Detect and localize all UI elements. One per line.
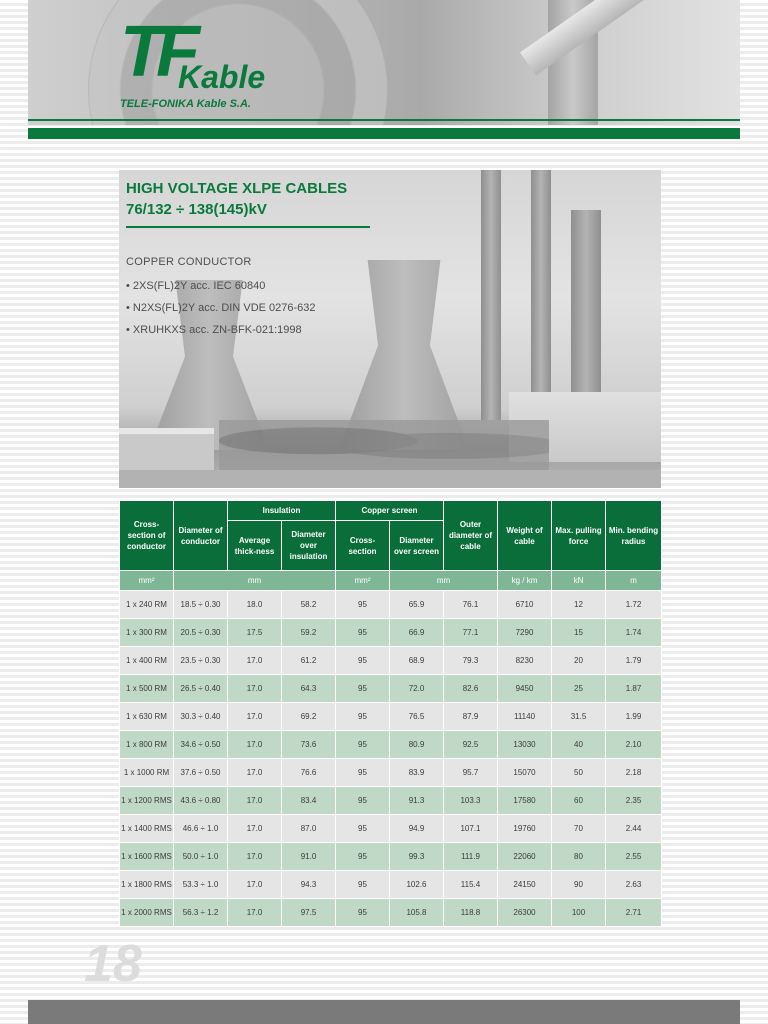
table-cell: 118.8	[444, 899, 498, 927]
table-cell: 95	[336, 899, 390, 927]
table-cell: 6710	[498, 591, 552, 619]
table-cell: 102.6	[390, 871, 444, 899]
table-cell: 7290	[498, 619, 552, 647]
table-row	[120, 703, 662, 731]
table-cell: 1.72	[606, 591, 662, 619]
table-cell: 2.55	[606, 843, 662, 871]
table-cell: 1.87	[606, 675, 662, 703]
table-cell: 72.0	[390, 675, 444, 703]
standard-ref: acc. IEC 60840	[190, 280, 266, 292]
standard-item	[126, 324, 316, 336]
table-cell: 105.8	[390, 899, 444, 927]
page-number: 18	[84, 935, 142, 993]
table-cell: 17.0	[228, 787, 282, 815]
unit-cell: mm	[390, 571, 498, 591]
col-header-pulling-force: Max. pulling force	[552, 501, 606, 571]
cable-description	[126, 256, 316, 346]
table-cell: 92.5	[444, 731, 498, 759]
col-header-outer-diameter: Outer diameter of cable	[444, 501, 498, 571]
table-cell: 68.9	[390, 647, 444, 675]
logo-word: Kable	[178, 59, 266, 95]
table-cell: 95	[336, 815, 390, 843]
table-cell: 13030	[498, 731, 552, 759]
table-cell: 1 x 400 RM	[120, 647, 174, 675]
table-cell: 25	[552, 675, 606, 703]
table-cell: 1 x 500 RM	[120, 675, 174, 703]
conductor-heading: COPPER CONDUCTOR	[126, 256, 252, 268]
table-cell: 1 x 630 RM	[120, 703, 174, 731]
table-cell: 1.79	[606, 647, 662, 675]
table-cell: 95	[336, 675, 390, 703]
table-cell: 17.0	[228, 759, 282, 787]
cable-spec-table	[119, 500, 662, 927]
table-cell: 1 x 1400 RMS	[120, 815, 174, 843]
table-cell: 20.5 ÷ 0.30	[174, 619, 228, 647]
table-cell: 60	[552, 787, 606, 815]
standard-code: • XRUHKXS	[126, 324, 187, 336]
standard-ref: acc. DIN VDE 0276-632	[198, 302, 316, 314]
table-cell: 23.5 ÷ 0.30	[174, 647, 228, 675]
company-name: TELE-FONIKA Kable S.A.	[120, 98, 251, 110]
table-cell: 17.0	[228, 871, 282, 899]
table-cell: 1 x 1800 RMS	[120, 871, 174, 899]
chimney	[481, 170, 501, 420]
title-line-2: 76/132 ÷ 138(145)kV	[126, 201, 267, 218]
table-row	[120, 843, 662, 871]
table-cell: 2.71	[606, 899, 662, 927]
table-cell: 9450	[498, 675, 552, 703]
unit-cell: kg / km	[498, 571, 552, 591]
table-cell: 95	[336, 647, 390, 675]
table-row	[120, 591, 662, 619]
table-cell: 79.3	[444, 647, 498, 675]
footer-bar	[28, 1000, 740, 1024]
table-cell: 107.1	[444, 815, 498, 843]
table-cell: 30.3 ÷ 0.40	[174, 703, 228, 731]
table-cell: 95	[336, 619, 390, 647]
table-cell: 95.7	[444, 759, 498, 787]
spec-table-body	[120, 591, 662, 927]
table-cell: 80.9	[390, 731, 444, 759]
table-cell: 70	[552, 815, 606, 843]
table-cell: 87.9	[444, 703, 498, 731]
table-cell: 64.3	[282, 675, 336, 703]
table-cell: 24150	[498, 871, 552, 899]
table-cell: 53.3 ÷ 1.0	[174, 871, 228, 899]
page-title	[126, 178, 347, 220]
table-row	[120, 871, 662, 899]
table-cell: 26.5 ÷ 0.40	[174, 675, 228, 703]
col-header-weight: Weight of cable	[498, 501, 552, 571]
table-cell: 58.2	[282, 591, 336, 619]
table-row	[120, 647, 662, 675]
table-cell: 59.2	[282, 619, 336, 647]
table-cell: 46.6 ÷ 1.0	[174, 815, 228, 843]
table-cell: 99.3	[390, 843, 444, 871]
table-cell: 31.5	[552, 703, 606, 731]
table-cell: 95	[336, 759, 390, 787]
table-cell: 17.0	[228, 731, 282, 759]
table-cell: 90	[552, 871, 606, 899]
table-cell: 87.0	[282, 815, 336, 843]
table-cell: 83.4	[282, 787, 336, 815]
table-cell: 94.9	[390, 815, 444, 843]
chimney	[571, 210, 601, 400]
unit-cell: mm	[174, 571, 336, 591]
table-cell: 76.6	[282, 759, 336, 787]
col-header-diameter-conductor: Diameter of conductor	[174, 501, 228, 571]
table-cell: 115.4	[444, 871, 498, 899]
company-logo	[120, 12, 280, 111]
table-cell: 76.5	[390, 703, 444, 731]
group-header-copper-screen: Copper screen	[336, 501, 444, 521]
standard-code: • 2XS(FL)2Y	[126, 280, 188, 292]
table-cell: 111.9	[444, 843, 498, 871]
standard-code: • N2XS(FL)2Y	[126, 302, 196, 314]
table-cell: 22060	[498, 843, 552, 871]
group-header-insulation: Insulation	[228, 501, 336, 521]
table-cell: 56.3 ÷ 1.2	[174, 899, 228, 927]
table-cell: 18.5 ÷ 0.30	[174, 591, 228, 619]
table-row	[120, 759, 662, 787]
table-cell: 17.0	[228, 899, 282, 927]
table-cell: 8230	[498, 647, 552, 675]
table-row	[120, 815, 662, 843]
table-cell: 34.6 ÷ 0.50	[174, 731, 228, 759]
standard-item	[126, 302, 316, 314]
table-cell: 1 x 1600 RMS	[120, 843, 174, 871]
table-cell: 83.9	[390, 759, 444, 787]
col-header-bending-radius: Min. bending radius	[606, 501, 662, 571]
table-cell: 15070	[498, 759, 552, 787]
table-cell: 2.18	[606, 759, 662, 787]
table-cell: 94.3	[282, 871, 336, 899]
table-cell: 91.0	[282, 843, 336, 871]
table-cell: 37.6 ÷ 0.50	[174, 759, 228, 787]
table-cell: 61.2	[282, 647, 336, 675]
ground	[119, 470, 661, 488]
table-cell: 2.44	[606, 815, 662, 843]
table-cell: 50	[552, 759, 606, 787]
table-cell: 2.35	[606, 787, 662, 815]
table-row	[120, 899, 662, 927]
table-row	[120, 787, 662, 815]
col-header-cross-section: Cross-section of conductor	[120, 501, 174, 571]
trees	[219, 420, 549, 472]
table-cell: 2.63	[606, 871, 662, 899]
table-cell: 12	[552, 591, 606, 619]
table-cell: 95	[336, 843, 390, 871]
table-row	[120, 731, 662, 759]
col-header-avg-thickness: Average thick-ness	[228, 521, 282, 571]
table-cell: 95	[336, 731, 390, 759]
table-cell: 91.3	[390, 787, 444, 815]
table-cell: 1 x 800 RM	[120, 731, 174, 759]
standard-ref: acc. ZN-BFK-021:1998	[189, 324, 302, 336]
table-cell: 1.99	[606, 703, 662, 731]
table-cell: 26300	[498, 899, 552, 927]
table-cell: 18.0	[228, 591, 282, 619]
header-rule-thin	[28, 119, 740, 121]
unit-cell: mm²	[336, 571, 390, 591]
table-cell: 15	[552, 619, 606, 647]
table-cell: 17.0	[228, 843, 282, 871]
table-cell: 11140	[498, 703, 552, 731]
unit-cell: mm²	[120, 571, 174, 591]
table-row	[120, 619, 662, 647]
table-cell: 2.10	[606, 731, 662, 759]
table-cell: 97.5	[282, 899, 336, 927]
table-cell: 17.0	[228, 647, 282, 675]
standard-item	[126, 280, 316, 292]
table-cell: 20	[552, 647, 606, 675]
table-cell: 73.6	[282, 731, 336, 759]
unit-cell: m	[606, 571, 662, 591]
col-header-dia-over-insulation: Diameter over insulation	[282, 521, 336, 571]
table-cell: 95	[336, 703, 390, 731]
table-cell: 103.3	[444, 787, 498, 815]
table-cell: 95	[336, 871, 390, 899]
col-header-dia-over-screen: Diameter over screen	[390, 521, 444, 571]
table-cell: 1.74	[606, 619, 662, 647]
table-cell: 69.2	[282, 703, 336, 731]
table-cell: 1 x 1200 RMS	[120, 787, 174, 815]
table-cell: 50.0 ÷ 1.0	[174, 843, 228, 871]
table-cell: 95	[336, 787, 390, 815]
title-underline	[126, 226, 370, 228]
table-cell: 17580	[498, 787, 552, 815]
table-cell: 1 x 240 RM	[120, 591, 174, 619]
table-cell: 66.9	[390, 619, 444, 647]
table-cell: 82.6	[444, 675, 498, 703]
unit-cell: kN	[552, 571, 606, 591]
logo-mark: TF	[120, 12, 192, 92]
table-cell: 43.6 ÷ 0.80	[174, 787, 228, 815]
table-cell: 17.5	[228, 619, 282, 647]
col-header-screen-cross-section: Cross-section	[336, 521, 390, 571]
table-cell: 95	[336, 591, 390, 619]
table-cell: 40	[552, 731, 606, 759]
chimney	[531, 170, 551, 400]
table-cell: 80	[552, 843, 606, 871]
header-rule-bar	[28, 128, 740, 139]
table-cell: 19760	[498, 815, 552, 843]
table-cell: 77.1	[444, 619, 498, 647]
table-cell: 1 x 300 RM	[120, 619, 174, 647]
title-line-1: HIGH VOLTAGE XLPE CABLES	[126, 180, 348, 197]
table-cell: 1 x 1000 RM	[120, 759, 174, 787]
table-cell: 1 x 2000 RMS	[120, 899, 174, 927]
table-cell: 100	[552, 899, 606, 927]
table-cell: 65.9	[390, 591, 444, 619]
table-cell: 17.0	[228, 815, 282, 843]
table-row	[120, 675, 662, 703]
table-cell: 76.1	[444, 591, 498, 619]
table-cell: 17.0	[228, 703, 282, 731]
table-cell: 17.0	[228, 675, 282, 703]
units-row	[120, 571, 662, 591]
